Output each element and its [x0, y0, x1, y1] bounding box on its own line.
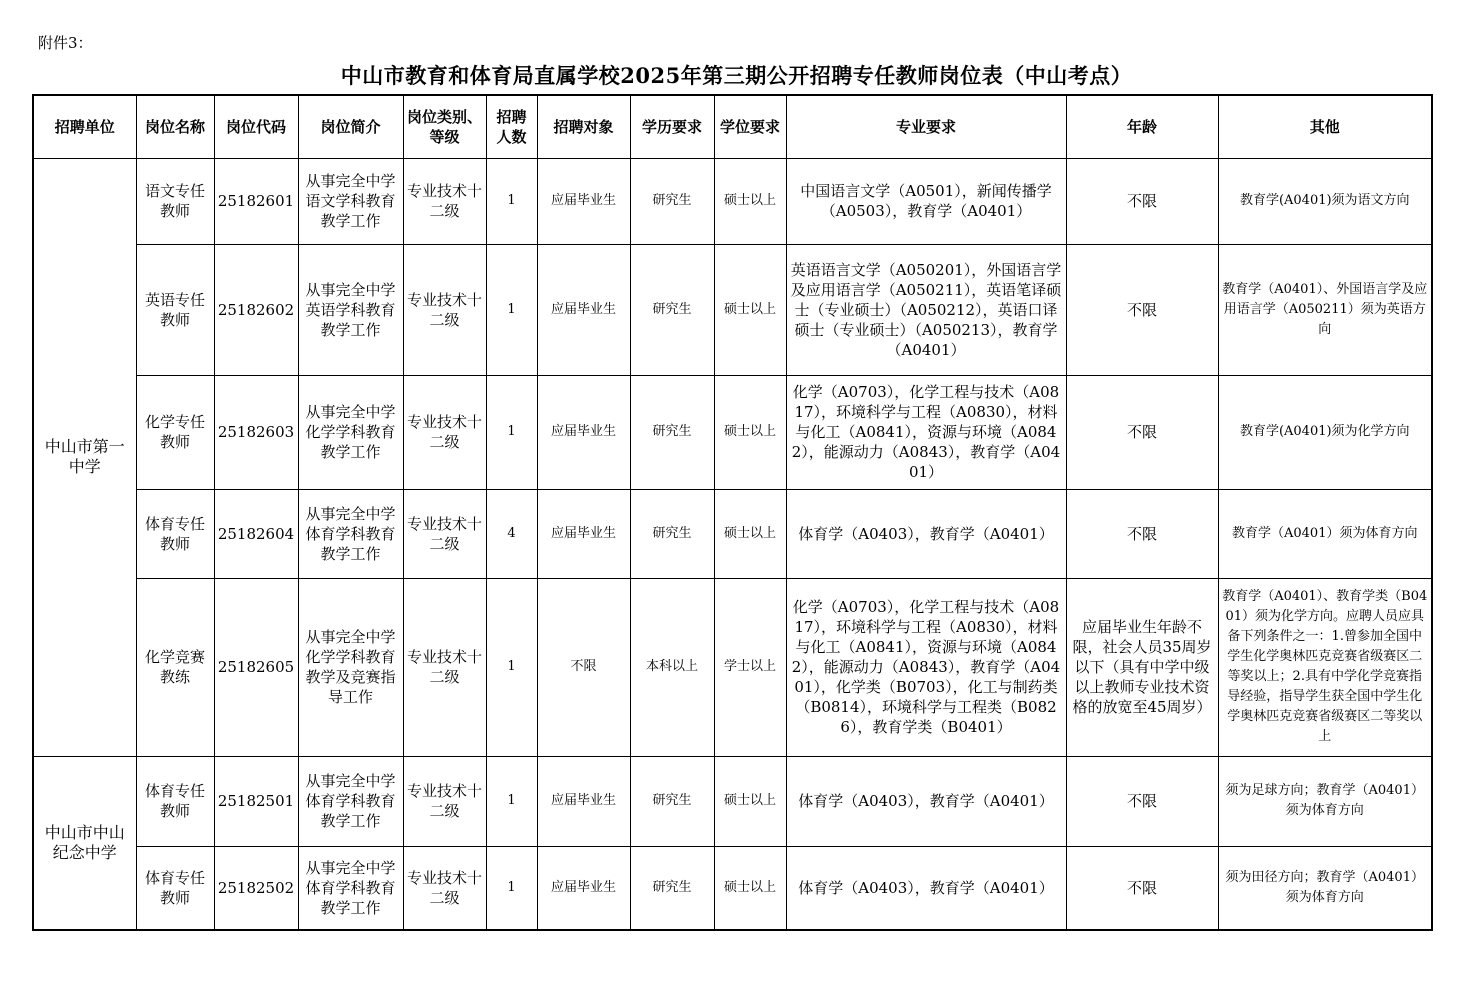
- col-header: 专业要求: [786, 95, 1066, 158]
- table-row: [33, 846, 1432, 930]
- other-cell: 须为田径方向；教育学（A0401）须为体育方向: [1218, 846, 1432, 930]
- col-header: 年龄: [1066, 95, 1218, 158]
- degree-cell: 硕士以上: [714, 158, 786, 244]
- age-cell: 不限: [1066, 158, 1218, 244]
- other-cell: 教育学(A0401)须为语文方向: [1218, 158, 1432, 244]
- intro-cell: 从事完全中学语文学科教育教学工作: [298, 158, 403, 244]
- code-cell: 25182501: [214, 756, 298, 846]
- degree-cell: 硕士以上: [714, 375, 786, 489]
- degree-cell: 硕士以上: [714, 756, 786, 846]
- target-cell: 应届毕业生: [537, 489, 630, 578]
- degree-cell: 学士以上: [714, 578, 786, 756]
- col-header: 招聘对象: [537, 95, 630, 158]
- col-header: 其他: [1218, 95, 1432, 158]
- age-cell: 不限: [1066, 846, 1218, 930]
- education-cell: 研究生: [630, 846, 714, 930]
- header-row: [33, 95, 1432, 158]
- age-cell: 不限: [1066, 489, 1218, 578]
- col-header: 招聘单位: [33, 95, 136, 158]
- target-cell: 不限: [537, 578, 630, 756]
- degree-cell: 硕士以上: [714, 489, 786, 578]
- other-cell: 须为足球方向；教育学（A0401）须为体育方向: [1218, 756, 1432, 846]
- education-cell: 研究生: [630, 489, 714, 578]
- attachment-label: 附件3：: [38, 34, 93, 52]
- position-cell: 体育专任教师: [136, 846, 214, 930]
- col-header: 岗位类别、等级: [403, 95, 486, 158]
- other-cell: 教育学（A0401）、教育学类（B0401）须为化学方向。应聘人员应具备下列条件之一：1.曾参加全国中学生化学奥林匹克竞赛省级赛区二等奖以上；2.具有中学化学竞赛指导经验，指导学生获全国中学生化学奥林匹克竞赛省级赛区二等奖以上: [1218, 578, 1432, 756]
- job-table: [32, 94, 1433, 931]
- unit-cell: 中山市中山纪念中学: [33, 756, 136, 930]
- target-cell: 应届毕业生: [537, 756, 630, 846]
- count-cell: 1: [486, 158, 537, 244]
- intro-cell: 从事完全中学英语学科教育教学工作: [298, 244, 403, 375]
- count-cell: 4: [486, 489, 537, 578]
- degree-cell: 硕士以上: [714, 244, 786, 375]
- count-cell: 1: [486, 375, 537, 489]
- level-cell: 专业技术十二级: [403, 756, 486, 846]
- count-cell: 1: [486, 756, 537, 846]
- other-cell: 教育学(A0401)须为化学方向: [1218, 375, 1432, 489]
- level-cell: 专业技术十二级: [403, 375, 486, 489]
- table-row: [33, 489, 1432, 578]
- intro-cell: 从事完全中学体育学科教育教学工作: [298, 846, 403, 930]
- level-cell: 专业技术十二级: [403, 158, 486, 244]
- major-cell: 体育学（A0403），教育学（A0401）: [786, 756, 1066, 846]
- position-cell: 化学专任教师: [136, 375, 214, 489]
- col-header: 岗位代码: [214, 95, 298, 158]
- education-cell: 本科以上: [630, 578, 714, 756]
- major-cell: 中国语言文学（A0501），新闻传播学（A0503），教育学（A0401）: [786, 158, 1066, 244]
- count-cell: 1: [486, 578, 537, 756]
- major-cell: 英语语言文学（A050201），外国语言学及应用语言学（A050211），英语笔译硕士（专业硕士）（A050212），英语口译硕士（专业硕士）（A050213），教育学（A0401）: [786, 244, 1066, 375]
- level-cell: 专业技术十二级: [403, 578, 486, 756]
- count-cell: 1: [486, 846, 537, 930]
- level-cell: 专业技术十二级: [403, 489, 486, 578]
- col-header: 岗位简介: [298, 95, 403, 158]
- unit-cell: 中山市第一中学: [33, 158, 136, 756]
- major-cell: 化学（A0703），化学工程与技术（A0817），环境科学与工程（A0830），材料与化工（A0841），资源与环境（A0842），能源动力（A0843），教育学（A0401），化学类（B0703），化工与制药类（B0814），环境科学与工程类（B0826），教育学类（B0401）: [786, 578, 1066, 756]
- col-header: 招聘人数: [486, 95, 537, 158]
- age-cell: 应届毕业生年龄不限，社会人员35周岁以下（具有中学中级以上教师专业技术资格的放宽至45周岁）: [1066, 578, 1218, 756]
- other-cell: 教育学（A0401）须为体育方向: [1218, 489, 1432, 578]
- position-cell: 体育专任教师: [136, 756, 214, 846]
- code-cell: 25182602: [214, 244, 298, 375]
- education-cell: 研究生: [630, 244, 714, 375]
- age-cell: 不限: [1066, 756, 1218, 846]
- education-cell: 研究生: [630, 158, 714, 244]
- table-row: [33, 244, 1432, 375]
- code-cell: 25182605: [214, 578, 298, 756]
- major-cell: 体育学（A0403），教育学（A0401）: [786, 846, 1066, 930]
- target-cell: 应届毕业生: [537, 244, 630, 375]
- target-cell: 应届毕业生: [537, 846, 630, 930]
- count-cell: 1: [486, 244, 537, 375]
- position-cell: 体育专任教师: [136, 489, 214, 578]
- education-cell: 研究生: [630, 375, 714, 489]
- page-title: 中山市教育和体育局直属学校2025年第三期公开招聘专任教师岗位表（中山考点）: [340, 63, 1133, 88]
- level-cell: 专业技术十二级: [403, 244, 486, 375]
- position-cell: 语文专任教师: [136, 158, 214, 244]
- table-row: [33, 578, 1432, 756]
- target-cell: 应届毕业生: [537, 375, 630, 489]
- intro-cell: 从事完全中学体育学科教育教学工作: [298, 489, 403, 578]
- major-cell: 化学（A0703），化学工程与技术（A0817），环境科学与工程（A0830），材料与化工（A0841），资源与环境（A0842），能源动力（A0843），教育学（A0401）: [786, 375, 1066, 489]
- table-row: [33, 158, 1432, 244]
- other-cell: 教育学（A0401）、外国语言学及应用语言学（A050211）须为英语方向: [1218, 244, 1432, 375]
- table-row: [33, 756, 1432, 846]
- code-cell: 25182601: [214, 158, 298, 244]
- major-cell: 体育学（A0403），教育学（A0401）: [786, 489, 1066, 578]
- age-cell: 不限: [1066, 244, 1218, 375]
- col-header: 学历要求: [630, 95, 714, 158]
- code-cell: 25182604: [214, 489, 298, 578]
- degree-cell: 硕士以上: [714, 846, 786, 930]
- position-cell: 英语专任教师: [136, 244, 214, 375]
- intro-cell: 从事完全中学化学学科教育教学工作: [298, 375, 403, 489]
- col-header: 岗位名称: [136, 95, 214, 158]
- position-cell: 化学竞赛教练: [136, 578, 214, 756]
- intro-cell: 从事完全中学化学学科教育教学及竞赛指导工作: [298, 578, 403, 756]
- table-row: [33, 375, 1432, 489]
- code-cell: 25182603: [214, 375, 298, 489]
- code-cell: 25182502: [214, 846, 298, 930]
- target-cell: 应届毕业生: [537, 158, 630, 244]
- level-cell: 专业技术十二级: [403, 846, 486, 930]
- age-cell: 不限: [1066, 375, 1218, 489]
- intro-cell: 从事完全中学体育学科教育教学工作: [298, 756, 403, 846]
- education-cell: 研究生: [630, 756, 714, 846]
- col-header: 学位要求: [714, 95, 786, 158]
